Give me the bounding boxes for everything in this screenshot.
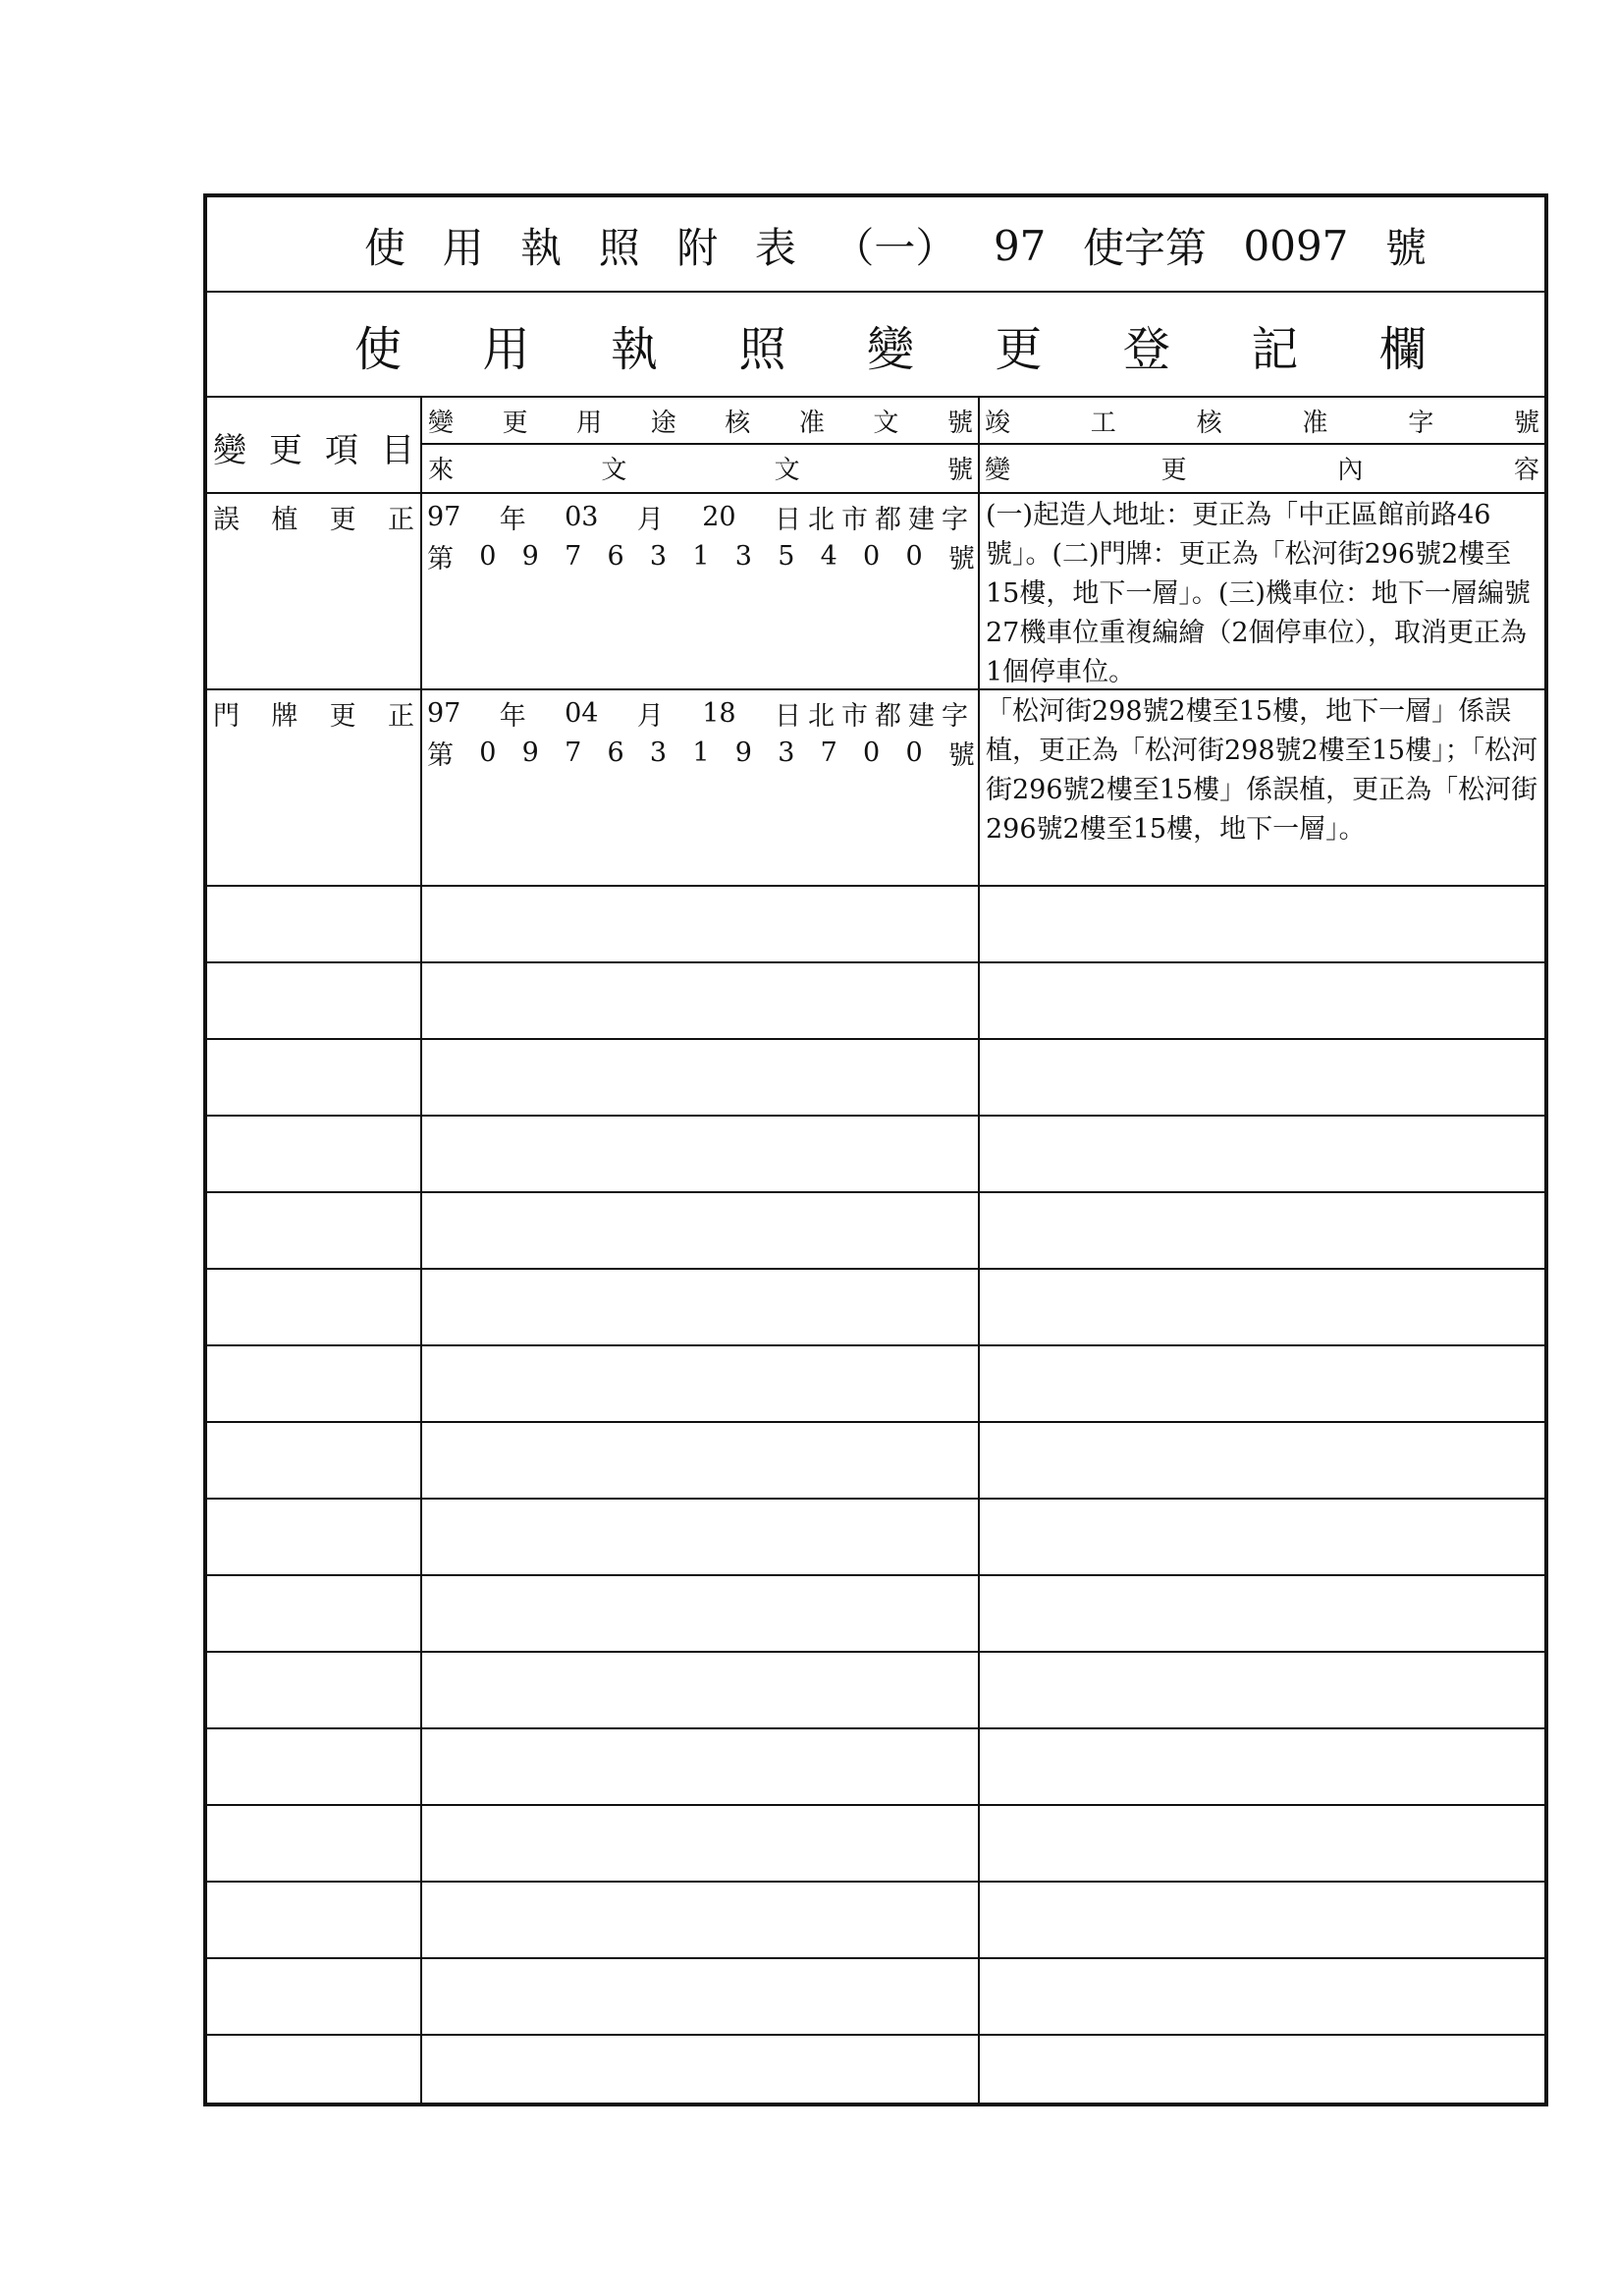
doc-token: 3 — [649, 737, 668, 768]
header-change-content — [985, 447, 1539, 488]
doc-token: 18 — [702, 697, 736, 729]
item-char: 植 — [271, 504, 298, 535]
page-title — [364, 211, 1427, 280]
header-char: 變 — [428, 408, 455, 438]
doc-token: 3 — [649, 540, 668, 572]
item-char: 誤 — [213, 504, 240, 535]
column-divider — [420, 396, 422, 2103]
entry-doc-line1 — [427, 694, 975, 732]
title-char: 用 — [482, 321, 530, 377]
divider — [420, 443, 1544, 445]
title-char: 表 — [754, 224, 796, 272]
entry-doc-line2 — [427, 537, 975, 574]
doc-token: 月 — [636, 504, 664, 535]
entry-content: (一)起造人地址：更正為「中正區館前路46號」。(二)門牌：更正為「松河街296號2樓至15樓，地下一層」。(三)機車位：地下一層編號27機車位重複編繪（2個停車位），取消更正為1個停車位。 — [986, 500, 1531, 687]
header-char: 號 — [1513, 408, 1539, 438]
row-divider — [207, 885, 1544, 887]
header-char: 號 — [946, 455, 973, 485]
header-char: 變 — [213, 430, 246, 470]
header-char: 核 — [1196, 408, 1222, 438]
doc-token: 7 — [565, 540, 582, 572]
row-divider — [207, 1344, 1544, 1346]
doc-token: 1 — [692, 540, 710, 572]
doc-token: 0 — [863, 540, 881, 572]
column-divider — [978, 396, 980, 2103]
entry-item — [213, 498, 414, 535]
header-char: 號 — [946, 408, 973, 438]
doc-token: 6 — [607, 737, 624, 768]
entry-item — [213, 694, 414, 732]
title-char: 97 — [993, 221, 1047, 270]
row-divider — [207, 1268, 1544, 1270]
header-char: 文 — [601, 455, 627, 485]
doc-token: 7 — [820, 737, 837, 768]
doc-token: 5 — [778, 540, 795, 572]
doc-token: 20 — [702, 501, 736, 532]
title-char: （一） — [833, 224, 957, 272]
item-char: 牌 — [271, 700, 298, 732]
header-completion-approval — [985, 400, 1539, 441]
title-char: 使 — [354, 321, 403, 377]
title-char: 執 — [520, 224, 563, 272]
divider — [207, 688, 1544, 690]
title-char: 變 — [866, 321, 914, 377]
entry-content: 「松河街298號2樓至15樓，地下一層」係誤植，更正為「松河街298號2樓至15樓」；「松河街296號2樓至15樓」係誤植，更正為「松河街296號2樓至15樓，地下一層」。 — [986, 696, 1538, 845]
title-char: 附 — [676, 224, 719, 272]
register-table — [203, 193, 1548, 2106]
item-char: 門 — [213, 700, 240, 732]
header-char: 變 — [985, 455, 1011, 485]
doc-token: 0 — [905, 737, 923, 768]
doc-token: 1 — [692, 737, 710, 768]
divider — [207, 291, 1544, 293]
item-char: 更 — [329, 700, 356, 732]
row-divider — [207, 1804, 1544, 1806]
doc-token: 9 — [734, 737, 752, 768]
row-divider — [207, 1651, 1544, 1653]
header-char: 項 — [325, 430, 358, 470]
header-char: 文 — [873, 408, 899, 438]
header-char: 內 — [1337, 455, 1364, 485]
doc-token: 年 — [499, 504, 526, 535]
title-char: 照 — [598, 224, 640, 272]
header-char: 用 — [576, 408, 603, 438]
header-char: 准 — [798, 408, 825, 438]
row-divider — [207, 1957, 1544, 1959]
title-char: 0097 — [1243, 221, 1349, 270]
entry-doc-line2 — [427, 734, 975, 771]
doc-token: 號 — [947, 543, 975, 574]
row-divider — [207, 1191, 1544, 1193]
row-divider — [207, 1498, 1544, 1500]
header-char: 目 — [381, 430, 414, 470]
title-char: 更 — [995, 321, 1043, 377]
doc-token: 第 — [427, 739, 454, 771]
doc-token: 日北市都建字 — [774, 504, 975, 535]
title-char: 記 — [1251, 321, 1299, 377]
doc-token: 0 — [479, 737, 497, 768]
header-char: 字 — [1408, 408, 1434, 438]
divider — [207, 492, 1544, 494]
doc-token: 04 — [565, 697, 599, 729]
doc-token: 0 — [863, 737, 881, 768]
header-incoming-doc — [428, 447, 973, 488]
header-char: 更 — [269, 430, 302, 470]
entry-doc-line1 — [427, 498, 975, 535]
row-divider — [207, 1574, 1544, 1576]
doc-token: 月 — [636, 700, 664, 732]
doc-token: 日北市都建字 — [774, 700, 975, 732]
section-title — [354, 305, 1427, 384]
title-char: 登 — [1122, 321, 1170, 377]
header-char: 准 — [1302, 408, 1328, 438]
doc-token: 9 — [521, 737, 539, 768]
doc-token: 第 — [427, 543, 454, 574]
header-char: 來 — [428, 455, 455, 485]
header-char: 竣 — [985, 408, 1011, 438]
title-char: 照 — [738, 321, 786, 377]
item-char: 正 — [387, 700, 414, 732]
header-char: 更 — [1160, 455, 1187, 485]
header-char: 工 — [1090, 408, 1116, 438]
row-divider — [207, 1421, 1544, 1423]
row-divider — [207, 961, 1544, 963]
doc-token: 03 — [565, 501, 599, 532]
doc-token: 3 — [734, 540, 752, 572]
doc-token: 4 — [820, 540, 837, 572]
doc-token: 0 — [905, 540, 923, 572]
row-divider — [207, 1727, 1544, 1729]
title-char: 號 — [1384, 224, 1427, 272]
doc-token: 3 — [778, 737, 795, 768]
title-char: 欄 — [1378, 321, 1427, 377]
header-char: 容 — [1513, 455, 1539, 485]
header-char: 更 — [502, 408, 528, 438]
title-char: 使 — [364, 224, 406, 272]
doc-token: 97 — [427, 501, 461, 532]
title-char: 用 — [442, 224, 484, 272]
item-char: 正 — [387, 504, 414, 535]
doc-token: 0 — [479, 540, 497, 572]
doc-token: 6 — [607, 540, 624, 572]
header-char: 途 — [650, 408, 676, 438]
header-char: 核 — [725, 408, 751, 438]
row-divider — [207, 1115, 1544, 1117]
item-char: 更 — [329, 504, 356, 535]
doc-token: 97 — [427, 697, 461, 729]
row-divider — [207, 2034, 1544, 2036]
title-char: 使字第 — [1082, 224, 1207, 272]
doc-token: 年 — [499, 700, 526, 732]
row-divider — [207, 1881, 1544, 1883]
doc-token: 號 — [947, 739, 975, 771]
doc-token: 7 — [565, 737, 582, 768]
doc-token: 9 — [521, 540, 539, 572]
header-item — [213, 421, 414, 472]
divider — [207, 396, 1544, 398]
title-char: 執 — [610, 321, 658, 377]
header-char: 文 — [774, 455, 800, 485]
header-use-change-approval — [428, 400, 973, 441]
row-divider — [207, 1038, 1544, 1040]
